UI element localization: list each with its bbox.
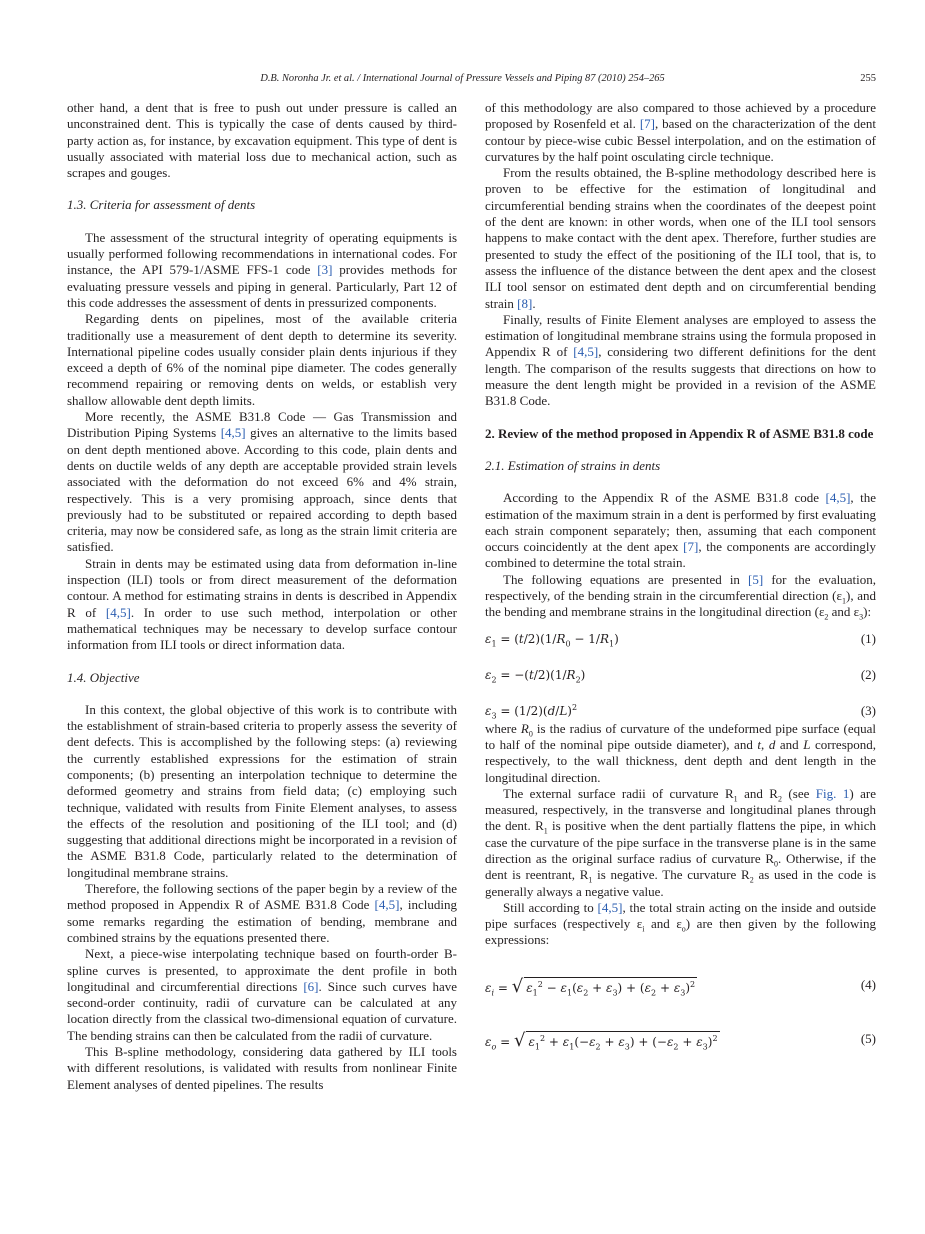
equation-number: (3) [860,702,876,718]
citation-link[interactable]: [4,5] [105,604,131,620]
citation-link[interactable]: [8] [517,295,533,311]
citation-link[interactable]: [6] [303,978,319,994]
paragraph: The assessment of the structural integrity of operating equipments is usually performed following recommendations in international codes. For instance, the API 579-1/ASME FFS-1 code [3] provides methods for evaluating pressure vessels and piping in general. Particularly, Part 12 of this code addresses the assessment of dents in pressurized components. [67,229,457,310]
paragraph: Next, a piece-wise interpolating technique based on fourth-order B-spline curves is presented, to approximate the dent profile in both longitudinal and circumferential directions [6]. Since such curves have second-order continuity, radii of curvature can be calculated at any location directly from the classical two-dimensional equation of curvature. The bending strains can then be calculated from the radii of curvature. [67,946,457,1043]
citation-link[interactable]: [4,5] [220,425,246,441]
paragraph: other hand, a dent that is free to push out under pressure is called an unconstrained dent. This is typically the case of dents caused by third-party action as, for instance, by excavation equipment. This type of dent is usually associated with material loss due to mechanical action, such as scrapes and gouges. [67,100,457,181]
paragraph: Still according to [4,5], the total strain acting on the inside and outside pipe surfaces (respectively $\varepsilon_i$ and $\varepsilon_o$) are then given by the following expressions: [485,899,877,948]
equation-5 [485,1031,876,1055]
equation-1 [485,631,876,649]
running-title: D.B. Noronha Jr. et al. / International Journal of Pressure Vessels and Piping 87 (2010) 254–265 [260,73,665,84]
paragraph: In this context, the global objective of this work is to contribute with the establishment of strain-based criteria to properly assess the severity of dent defects. This is accomplished by the following steps: (a) reviewing the currently established expressions for the estimation of strain components; (b) presenting an interpolation technique to determine the deformed geometry and strains from field data; (c) employing such technique, validated with results from Finite Element analyses, to assess the effects of the resolution and positioning of the ILI tool; and (d) suggesting that additional directions might be incorporated in a revision of the ASME B31.8 Code, particularly related to the determination of longitudinal membrane strains. [67,701,457,880]
equation-2 [485,667,876,685]
citation-link[interactable]: [3] [317,262,333,278]
paragraph: Regarding dents on pipelines, most of the available criteria traditionally use a measurement of dent depth to determine its severity. International pipeline codes usually consider plain dents injurious if they exceed a depth of 6% of the nominal pipe diameter. The codes generally recommend repairing or removing dents on welds, or establish very shallow allowable dent depth limits. [67,311,457,408]
citation-link[interactable]: [7] [683,539,699,555]
paragraph: More recently, the ASME B31.8 Code — Gas Transmission and Distribution Piping Systems [4,5] gives an alternative to the limits based on dent depth mentioned above. According to this code, plain dents and dents on ductile welds of any depth are acceptable provided strain levels associated with the deformation do not exceed 6% and 4% strain, respectively. This is a very promising approach, since dents that previously had to be substituted or repaired according to depth based criteria, may now be considered safe, as long as the strain limit criteria are satisfied. [67,409,457,555]
paragraph: The external surface radii of curvature $R_1$ and $R_2$ (see Fig. 1) are measured, respectively, in the transverse and longitudinal planes through the dent. $R_1$ is positive when the dent partially flattens the pipe, in which case the curvature of the pipe surface in the transverse plane is in the same direction as the original surface radius of curvature $R_0$. Otherwise, if the dent is reentrant, $R_1$ is negative. The curvature $R_2$ as used in the code is generally always a negative value. [485,785,877,899]
equation-expression: $\varepsilon_o$ = √ $\varepsilon_1^2 + \varepsilon_1(-\varepsilon_2 + \varepsilon_3) + (-\varepsilon_2 + \varepsilon_3)^2$ [485,1029,718,1052]
paragraph: According to the Appendix R of the ASME B31.8 code [4,5], the estimation of the maximum strain in a dent is performed by first evaluating each strain component separately; then, assuming that each component occurs coincidently at the dent apex [7], the components are accordingly combined to determine the total strain. [485,490,877,571]
paragraph: of this methodology are also compared to those achieved by a procedure proposed by Rosenfeld et al. [7], based on the characterization of the dent contour by piece-wise cubic Bessel interpolation, and on the estimation of curvatures by the half point osculating circle technique. [485,100,876,164]
equation-number: (4) [860,976,876,992]
equation-3 [485,703,876,721]
citation-link[interactable]: [4,5] [597,899,623,915]
equation-expression: $\varepsilon_2 = -(t/2)(1/R_2)$ [485,667,586,684]
section-heading-1-3: 1.3. Criteria for assessment of dents [67,197,256,213]
paragraph: Finally, results of Finite Element analyses are employed to assess the estimation of longitudinal membrane strains using the formula proposed in Appendix R of [4,5], considering two different definitions for the dent length. The comparison of the results suggests that directions on how to measure the dent length might be provided in a revision of the ASME B31.8 Code. [485,311,876,409]
right-column [485,100,876,1055]
running-header [0,73,925,89]
paragraph: where $R_0$ is the radius of curvature of the undeformed pipe surface (equal to half of the nominal pipe outside diameter), and t, d and L correspond, respectively, to the wall thickness, dent depth and dent length in the longitudinal direction. [485,720,876,785]
section-heading-2: 2. Review of the method proposed in Appendix R of ASME B31.8 code [485,425,874,441]
equation-expression: $\varepsilon_1 = (t/2)(1/R_0 - 1/R_1)$ [485,631,619,648]
paragraph: Strain in dents may be estimated using data from deformation in-line inspection (ILI) tools or from direct measurement of the deformation contour. A method for estimating strains in dents is described in Appendix R of [4,5]. In order to use such method, interpolation or other mathematical techniques may be necessary to develop surface contour information from ILI tools or direct information data. [67,555,458,653]
equation-expression: $\varepsilon_i$ = √ $\varepsilon_1^2 - \varepsilon_1(\varepsilon_2 + \varepsilon_3) + (\varepsilon_2 + \varepsilon_3)^2$ [485,975,696,998]
equation-number: (1) [860,630,876,646]
paragraph: From the results obtained, the B-spline methodology described here is proven to be effective for the estimation of longitudinal and circumferential bending strains when the coordinates of the deepest point of the dent are known: in other words, when one of the ILI tool sensors happens to make contact with the dent apex. Therefore, further studies are presented to study the effect of the positioning of the ILI tool, that is, to assess the influence of the distance between the dent apex and the closest ILI tool sensor on estimated dent depth and on circumferential bending strain [8]. [485,165,876,311]
page-number: 255 [860,73,876,84]
citation-link[interactable]: [5] [748,571,764,587]
paragraph: Therefore, the following sections of the paper begin by a review of the method proposed in Appendix R of ASME B31.8 Code [4,5], including some remarks regarding the estimation of bending, membrane and combined strains by the equations presented there. [67,881,457,945]
equation-number: (2) [860,666,876,682]
equation-4 [485,977,876,1001]
paragraph: This B-spline methodology, considering data gathered by ILI tools with different resolutions, is validated with results from nonlinear Finite Element analyses of dented pipelines. The results [67,1044,457,1092]
section-heading-2-1: 2.1. Estimation of strains in dents [485,457,661,473]
citation-link[interactable]: [4,5] [374,897,400,913]
citation-link[interactable]: [4,5] [825,490,851,506]
equation-expression: $\varepsilon_3 = (1/2)(d/L)^2$ [485,702,578,720]
equation-number: (5) [860,1030,876,1046]
figure-link[interactable]: Fig. 1 [815,785,850,801]
citation-link[interactable]: [7] [639,116,655,132]
citation-link[interactable]: [4,5] [573,344,599,360]
left-column [67,100,457,1093]
paragraph: The following equations are presented in [5] for the evaluation, respectively, of the bending strain in the circumferential direction $(\varepsilon_1)$, and the bending and membrane strains in the longitudinal direction ($\varepsilon_2$ and $\varepsilon_3$): [485,571,876,622]
section-heading-1-4: 1.4. Objective [67,669,140,685]
